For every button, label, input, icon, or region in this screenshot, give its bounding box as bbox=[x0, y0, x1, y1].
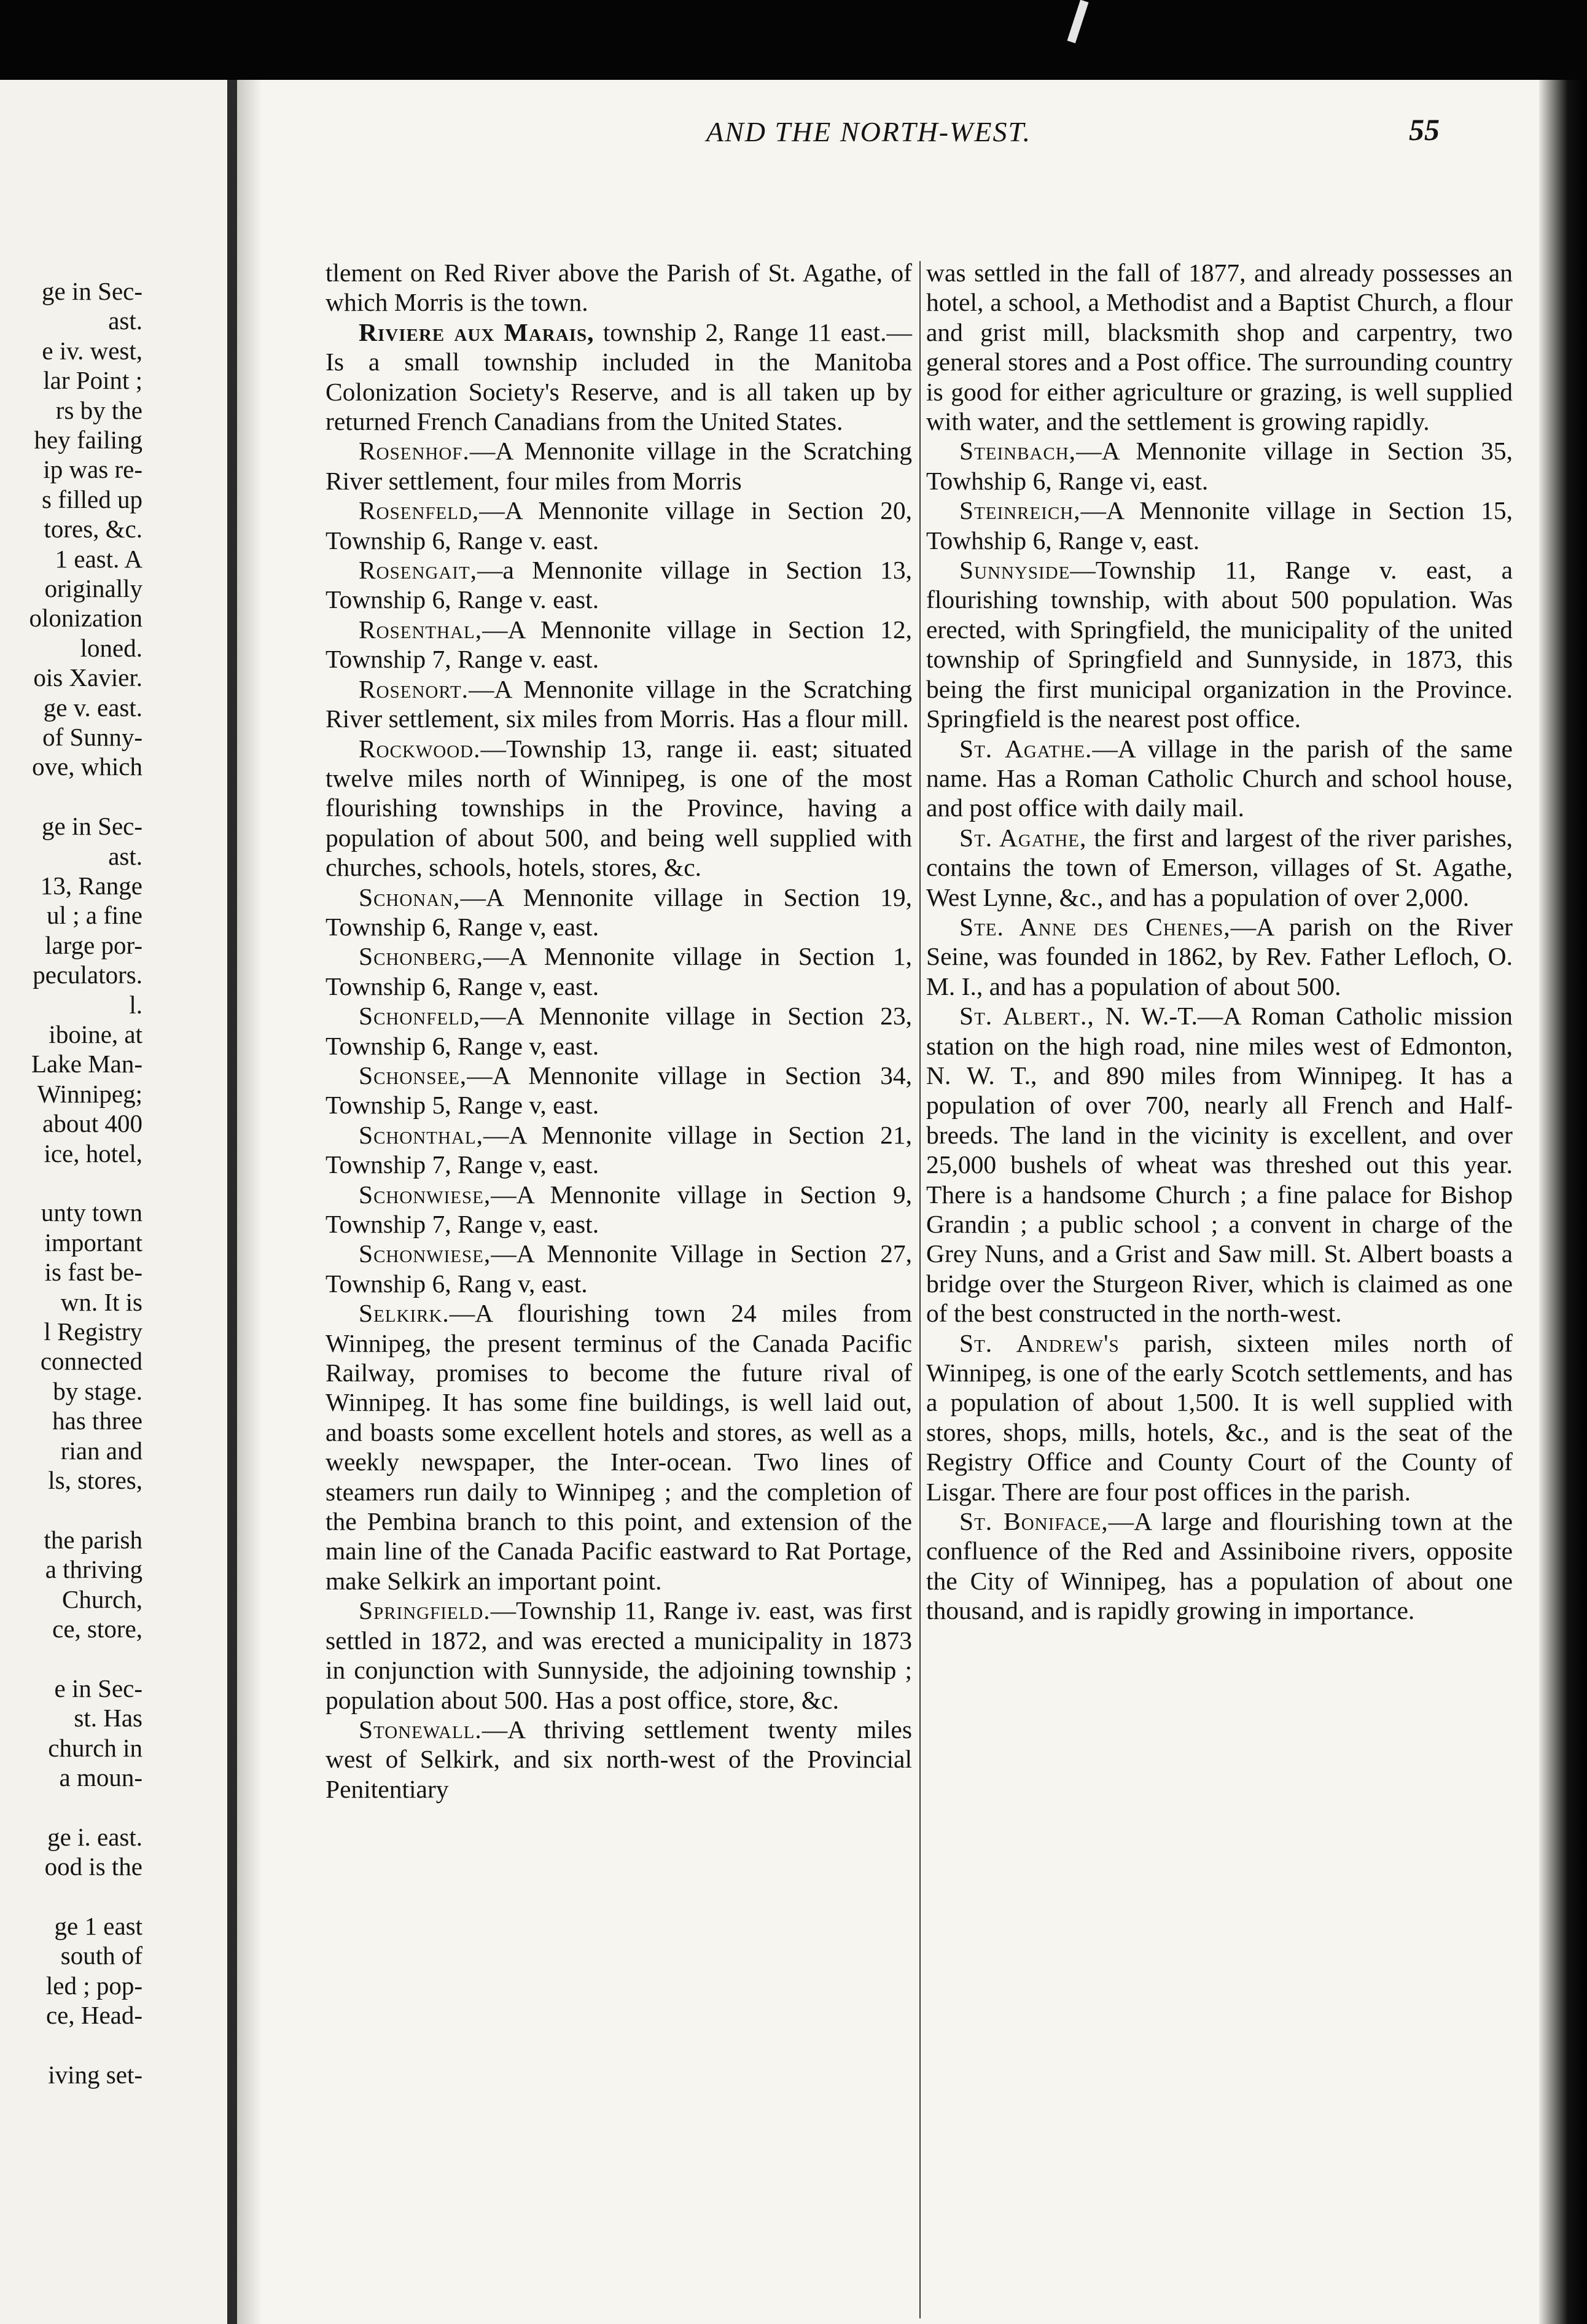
entry-text: —A Mennonite village in Section 35, Towhship 6, Range vi, east. bbox=[926, 437, 1513, 495]
entry-term: St. Andrew's bbox=[959, 1328, 1120, 1357]
entry-term: Schonfeld, bbox=[359, 1002, 481, 1031]
gutter-shadow bbox=[237, 80, 262, 2324]
entry-term: Rosenthal, bbox=[359, 615, 483, 644]
entry-text: —a Mennonite village in Section 13, Township 6, Range v. east. bbox=[326, 556, 912, 614]
gazetteer-entry bbox=[326, 1715, 912, 1804]
entry-text: —A Mennonite village in the Scratching River settlement, six miles from Morris. Has a flour mill. bbox=[326, 674, 912, 733]
column-divider bbox=[919, 261, 921, 2318]
book-gutter bbox=[227, 80, 237, 2324]
entry-text: —A Mennonite village in Section 15, Towhship 6, Range v, east. bbox=[926, 496, 1513, 555]
entry-term: Sunnyside bbox=[959, 556, 1070, 585]
fragment-line: ice, hotel, bbox=[44, 1139, 142, 1168]
entry-term: Schonsee, bbox=[359, 1061, 467, 1090]
gazetteer-entry bbox=[326, 258, 912, 318]
entry-text: —A Mennonite village in Section 23, Township 6, Range v, east. bbox=[326, 1002, 912, 1060]
entry-term: Springfield. bbox=[359, 1596, 491, 1625]
entry-term: Schonthal, bbox=[359, 1120, 483, 1149]
gazetteer-entry bbox=[926, 912, 1513, 1001]
entry-text: parish, sixteen miles north of Winnipeg, is one of the early Scotch settlements, and has a population of about 1,500. It is well supplied with stores, shops, mills, hotels, &c., and is the seat of the Registry Office and County Court of the County of Lisgar. There are four post offices in the parish. bbox=[926, 1328, 1513, 1506]
fragment-line: large por- bbox=[45, 930, 142, 959]
gazetteer-entry bbox=[326, 1298, 912, 1596]
fragment-line: ge i. east. bbox=[47, 1822, 142, 1851]
gazetteer-entry bbox=[926, 1507, 1513, 1626]
entry-term: Selkirk. bbox=[359, 1299, 450, 1328]
entry-term: Schonan, bbox=[359, 883, 461, 911]
entry-text: —A parish on the River Seine, was founded in 1862, by Rev. Father Lefloch, O. M. I., and has a population of about 500. bbox=[926, 912, 1513, 1000]
gazetteer-entry bbox=[926, 734, 1513, 823]
fragment-line: peculators. bbox=[33, 961, 142, 989]
gazetteer-entry bbox=[326, 1239, 912, 1298]
entry-text: —A Mennonite village in Section 12, Township 7, Range v. east. bbox=[326, 615, 912, 674]
gazetteer-entry bbox=[926, 1328, 1513, 1507]
fragment-line: ast. bbox=[108, 306, 142, 335]
entry-term: St. Albert., bbox=[959, 1002, 1094, 1031]
gazetteer-entry bbox=[926, 823, 1513, 912]
gazetteer-entry bbox=[326, 496, 912, 555]
fragment-line: a thriving bbox=[45, 1555, 142, 1584]
entry-text: —A Mennonite village in Section 1, Township 6, Range v, east. bbox=[326, 942, 912, 1000]
gazetteer-entry bbox=[326, 674, 912, 734]
fragment-line: olonization bbox=[29, 604, 142, 633]
entry-text: township 2, Range 11 east.—Is a small township included in the Manitoba Colonization Society's Reserve, and is all taken up by returned French Canadians from the United States. bbox=[326, 318, 912, 436]
gazetteer-entry bbox=[326, 615, 912, 674]
gazetteer-entry bbox=[326, 1061, 912, 1120]
fragment-line: ge in Sec- bbox=[42, 812, 142, 841]
entry-text: N. W.-T.—A Roman Catholic mission station on the high road, nine miles west of Edmonton, N. W. T., and 890 miles from Winnipeg. It has a population of over 700, nearly all French and Half-breeds. The land in the vicinity is excellent, and over 25,000 bushels of wheat was threshed out this year. There is a handsome Church ; a fine palace for Bishop Grandin ; a public school ; a convent in charge of the Grey Nuns, and a Grist and Saw mill. St. Albert boasts a bridge over the Sturgeon River, which is claimed as one of the best constructed in the north-west. bbox=[926, 1002, 1513, 1328]
entry-term: Rockwood. bbox=[359, 734, 481, 763]
fragment-line: iving set- bbox=[48, 2061, 142, 2089]
fragment-line: ois Xavier. bbox=[33, 663, 142, 692]
previous-page-fragment bbox=[0, 80, 227, 2324]
fragment-line: is fast be- bbox=[44, 1258, 142, 1287]
fragment-line: iboine, at bbox=[49, 1020, 142, 1048]
entry-term: Ste. Anne des Chenes, bbox=[959, 912, 1231, 941]
right-column bbox=[926, 258, 1513, 1626]
entry-term: Rosenfeld, bbox=[359, 496, 480, 525]
fragment-line: s filled up bbox=[42, 485, 142, 513]
fragment-line: important bbox=[44, 1228, 142, 1257]
fragment-line: wn. It is bbox=[60, 1287, 142, 1316]
fragment-line: ast. bbox=[108, 841, 142, 870]
fragment-line: tores, &c. bbox=[44, 515, 142, 544]
fragment-line: the parish bbox=[44, 1525, 142, 1554]
fragment-line: about 400 bbox=[42, 1109, 142, 1138]
page-number: 55 bbox=[1409, 112, 1440, 147]
fragment-line: 1 east. A bbox=[55, 544, 142, 573]
entry-term: St. Agathe, bbox=[959, 823, 1087, 852]
fragment-line: Church, bbox=[62, 1585, 142, 1613]
gazetteer-entry bbox=[926, 258, 1513, 436]
fragment-line: ge in Sec- bbox=[42, 277, 142, 305]
page-edge bbox=[1539, 80, 1587, 2324]
fragment-line: ce, Head- bbox=[45, 2001, 142, 2030]
fragment-line: originally bbox=[44, 574, 142, 602]
gazetteer-entry bbox=[326, 883, 912, 942]
scan-background bbox=[0, 0, 1587, 80]
running-title: AND THE NORTH-WEST. bbox=[706, 116, 1032, 147]
entry-term: Steinreich, bbox=[959, 496, 1081, 525]
fragment-line: church in bbox=[48, 1733, 142, 1762]
entry-text: —A Mennonite Village in Section 27, Township 6, Rang v, east. bbox=[326, 1239, 912, 1298]
entry-text: —Township 13, range ii. east; situated twelve miles north of Winnipeg, is one of the most flourishing townships in the Province, having a population of about 500, and being well supplied with churches, schools, hotels, stores, &c. bbox=[326, 734, 912, 882]
fragment-line: hey failing bbox=[34, 426, 142, 454]
gazetteer-entry bbox=[326, 555, 912, 615]
fragment-line: loned. bbox=[80, 633, 142, 662]
entry-text: —A Mennonite village in Section 19, Township 6, Range v, east. bbox=[326, 883, 912, 941]
fragment-line: ls, stores, bbox=[48, 1466, 142, 1494]
fragment-line: by stage. bbox=[53, 1376, 142, 1405]
fragment-line: lar Point ; bbox=[43, 366, 142, 395]
fragment-line: has three bbox=[52, 1406, 142, 1435]
fragment-line: Lake Man- bbox=[31, 1050, 142, 1078]
entry-term: Rosenhof. bbox=[359, 437, 470, 466]
left-column bbox=[326, 258, 912, 1804]
fragment-line: south of bbox=[60, 1941, 142, 1970]
entry-term: Rosenort. bbox=[359, 674, 469, 703]
fragment-line: rs by the bbox=[55, 396, 142, 424]
entry-text: —A Mennonite village in Section 21, Township 7, Range v, east. bbox=[326, 1120, 912, 1179]
fragment-line: e iv. west, bbox=[42, 336, 142, 365]
entry-term: Stonewall. bbox=[359, 1715, 482, 1744]
gazetteer-entry bbox=[326, 436, 912, 496]
fragment-line: 13, Range bbox=[40, 872, 142, 900]
fragment-line: ge 1 east bbox=[54, 1912, 142, 1940]
entry-term: St. Boniface, bbox=[959, 1507, 1109, 1536]
fragment-line: of Sunny- bbox=[42, 723, 142, 751]
entry-term: Rosengait, bbox=[359, 556, 478, 585]
entry-text: —A Mennonite village in Section 20, Township 6, Range v. east. bbox=[326, 496, 912, 555]
fragment-line: ove, which bbox=[32, 752, 142, 781]
gazetteer-entry bbox=[326, 942, 912, 1001]
fragment-line: l Registry bbox=[44, 1317, 142, 1346]
fragment-line: led ; pop- bbox=[45, 1971, 142, 2000]
fragment-line: ce, store, bbox=[52, 1615, 142, 1643]
fragment-line: e in Sec- bbox=[54, 1674, 142, 1702]
gazetteer-entry bbox=[326, 734, 912, 883]
fragment-line: ip was re- bbox=[43, 455, 142, 484]
fragment-line: Winnipeg; bbox=[37, 1079, 142, 1108]
entry-term: Schonberg, bbox=[359, 942, 483, 971]
entry-text: —A Mennonite village in the Scratching River settlement, four miles from Morris bbox=[326, 437, 912, 495]
fragment-line: ul ; a fine bbox=[47, 901, 142, 930]
fragment-line: st. Has bbox=[74, 1704, 142, 1733]
gazetteer-entry bbox=[326, 1596, 912, 1715]
entry-text: —A flourishing town 24 miles from Winnipeg, the present terminus of the Canada Pacific Railway, promises to become the future rival of Winnipeg. It has some fine buildings, is well laid out, and boasts some excellent hotels and stores, as well as a weekly newspaper, the Inter-ocean. Two lines of steamers run daily to Winnipeg ; and the completion of the Pembina branch to this point, and extension of the main line of the Canada Pacific eastward to Rat Portage, make Selkirk an important point. bbox=[326, 1299, 912, 1595]
entry-term: St. Agathe. bbox=[959, 734, 1093, 763]
entry-text: —Township 11, Range v. east, a flourishing township, with about 500 population. Was erected, with Springfield, the municipality of the united township of Springfield and Sunnyside, in 1873, this being the first municipal organization in the Province. Springfield is the nearest post office. bbox=[926, 556, 1513, 733]
entry-term: Steinbach, bbox=[959, 437, 1077, 466]
fragment-line: a moun- bbox=[59, 1763, 142, 1792]
gazetteer-entry bbox=[926, 436, 1513, 496]
gazetteer-entry bbox=[326, 1120, 912, 1180]
entry-text: —A Mennonite village in Section 34, Township 5, Range v, east. bbox=[326, 1061, 912, 1120]
gazetteer-entry bbox=[926, 496, 1513, 555]
fragment-line: ood is the bbox=[44, 1852, 142, 1881]
entry-term: Riviere aux Marais, bbox=[359, 318, 595, 346]
gazetteer-entry bbox=[326, 1001, 912, 1061]
entry-text: the first and largest of the river parishes, contains the town of Emerson, villages of St. Agathe, West Lynne, &c., and has a population of over 2,000. bbox=[926, 823, 1513, 911]
entry-term: Schonwiese, bbox=[359, 1239, 491, 1268]
gazetteer-entry bbox=[926, 1001, 1513, 1328]
fragment-line: connected bbox=[40, 1347, 142, 1376]
entry-text: —Township 11, Range iv. east, was first settled in 1872, and was erected a municipality in 1873 in conjunction with Sunnyside, the adjoining township ; population about 500. Has a post office, store, &c. bbox=[326, 1596, 912, 1714]
gazetteer-entry bbox=[326, 318, 912, 437]
entry-text: —A village in the parish of the same name. Has a Roman Catholic Church and school house, and post office with daily mail. bbox=[926, 734, 1513, 822]
entry-text: —A Mennonite village in Section 9, Township 7, Range v, east. bbox=[326, 1180, 912, 1238]
entry-text: —A thriving settlement twenty miles west of Selkirk, and six north-west of the Provincial Penitentiary bbox=[326, 1715, 912, 1803]
entry-term: Schonwiese, bbox=[359, 1180, 491, 1209]
entry-text: was settled in the fall of 1877, and already possesses an hotel, a school, a Methodist and a Baptist Church, a flour and grist mill, blacksmith shop and carpentry, two general stores and a Post office. The surrounding country is good for either agriculture or grazing, is well supplied with water, and the settlement is growing rapidly. bbox=[926, 259, 1513, 436]
fragment-line: l. bbox=[129, 990, 142, 1019]
entry-text: tlement on Red River above the Parish of St. Agathe, of which Morris is the town. bbox=[326, 259, 912, 317]
entry-text: —A large and flourishing town at the confluence of the Red and Assiniboine rivers, opposite the City of Winnipeg, has a population of about one thousand, and is rapidly growing in importance. bbox=[926, 1507, 1513, 1625]
gazetteer-entry bbox=[326, 1180, 912, 1239]
fragment-line: rian and bbox=[60, 1436, 142, 1465]
fragment-line: ge v. east. bbox=[43, 693, 142, 722]
gazetteer-entry bbox=[926, 555, 1513, 733]
fragment-line: unty town bbox=[41, 1198, 142, 1227]
